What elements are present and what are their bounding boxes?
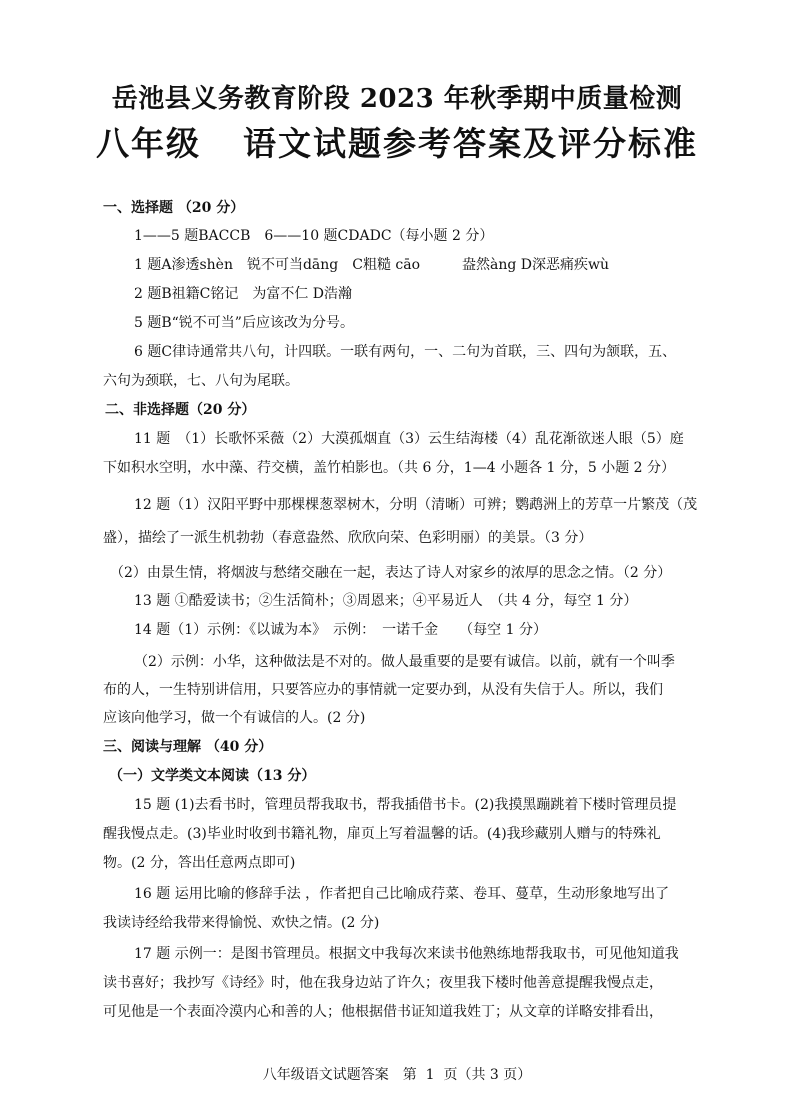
answer-line: 可见他是一个表面冷漠内心和善的人；他根据借书证知道我姓丁；从文章的详略安排看出， — [103, 1004, 663, 1020]
subtitle-grade: 八年级 — [96, 124, 201, 163]
section-heading-nonchoice: 二、非选择题（20 分） — [105, 402, 256, 418]
answer-line: 物。(2 分，答出任意两点即可) — [103, 855, 296, 871]
answer-line: 16 题 运用比喻的修辞手法 ，作者把自己比喻成荇菜、卷耳、蔓草，生动形象地写出了 — [134, 886, 670, 902]
answer-line: 我读诗经给我带来得愉悦、欢快之情。(2 分) — [103, 915, 380, 931]
answer-line: 六句为颈联，七、八句为尾联。 — [103, 373, 299, 389]
subtitle-main: 语文试题参考答案及评分标准 — [243, 124, 698, 163]
answer-line: 下如积水空明，水中藻、荇交横，盖竹柏影也。（共 6 分，1—4 小题各 1 分，5 小题 2 分） — [103, 460, 676, 476]
answer-line: 15 题 (1)去看书时，管理员帮我取书，帮我插借书卡。(2)我摸黑蹦跳着下楼时管理员提 — [134, 797, 677, 813]
answer-line: 布的人，一生特别讲信用，只要答应办的事情就一定要办到，从没有失信于人。所以，我们 — [103, 682, 663, 698]
answer-line: 5 题B“锐不可当”后应该改为分号。 — [134, 315, 354, 331]
answer-line: 13 题 ①酷爱读书；②生活简朴；③周恩来；④平易近人 （共 4 分，每空 1 分） — [134, 593, 638, 609]
answer-line: 应该向他学习，做一个有诚信的人。(2 分) — [103, 710, 366, 726]
answer-line: 6 题C律诗通常共八句，计四联。一联有两句，一、二句为首联，三、四句为颔联，五、 — [134, 344, 677, 360]
answer-line: 2 题B祖籍C铭记 为富不仁 D浩瀚 — [134, 286, 353, 302]
answer-line: 盛），描绘了一派生机勃勃（春意盎然、欣欣向荣、色彩明丽）的美景。（3 分） — [103, 530, 593, 546]
answer-line: 12 题（1）汉阳平野中那棵棵葱翠树木，分明（清晰）可辨；鹦鹉洲上的芳草一片繁茂（茂 — [134, 497, 698, 513]
section-heading-choice: 一、选择题 （20 分） — [103, 200, 245, 216]
answer-line: 读书喜好；我抄写《诗经》时，他在我身边站了许久；夜里我下楼时他善意提醒我慢点走， — [103, 975, 663, 991]
document-title: 岳池县义务教育阶段 2023 年秋季期中质量检测 — [111, 84, 683, 114]
answer-line: 1——5 题BACCB 6——10 题CDADC（每小题 2 分） — [134, 228, 494, 244]
document-subtitle — [0, 118, 794, 165]
answer-line: （2）由景生情，将烟波与愁绪交融在一起，表达了诗人对家乡的浓厚的思念之情。（2 分） — [110, 565, 672, 581]
page-footer: 八年级语文试题答案 第 1 页（共 3 页） — [262, 1067, 532, 1083]
answer-line: 17 题 示例一：是图书管理员。根据文中我每次来读书他熟练地帮我取书，可见他知道我 — [134, 946, 679, 962]
answer-line: 11 题 （1）长歌怀采薇（2）大漠孤烟直（3）云生结海楼（4）乱花渐欲迷人眼（5）庭 — [134, 431, 684, 447]
subsection-heading-literary: （一）文学类文本阅读（13 分） — [109, 768, 316, 784]
section-heading-reading: 三、阅读与理解 （40 分） — [103, 739, 273, 755]
answer-line: 14 题（1）示例：《以诚为本》 示例： 一诺千金 （每空 1 分） — [134, 622, 547, 638]
answer-line: 醒我慢点走。(3)毕业时收到书籍礼物，扉页上写着温馨的话。(4)我珍藏别人赠与的特殊礼 — [103, 826, 661, 842]
answer-line: （2）示例：小华，这种做法是不对的。做人最重要的是要有诚信。以前，就有一个叫季 — [134, 654, 675, 670]
answer-line: 1 题A渗透shèn 锐不可当dāng C粗糙 cāo 盎然àng D深恶痛疾wù — [134, 257, 610, 273]
